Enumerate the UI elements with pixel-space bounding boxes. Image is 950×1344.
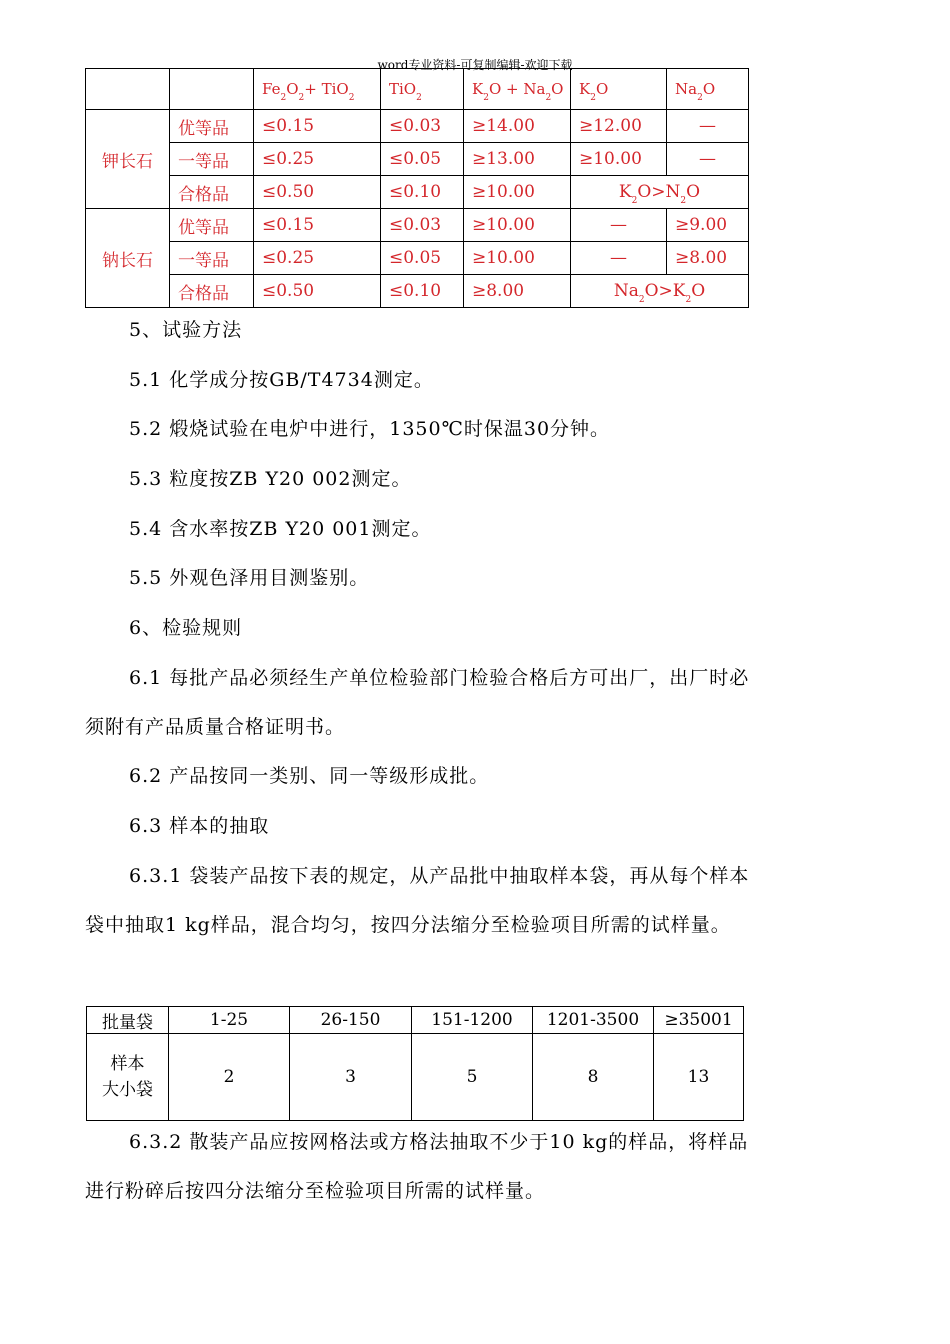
merged-cell: $Na_2O>K_2O$ (571, 275, 749, 308)
grade-cell: 优等品 (170, 110, 254, 143)
table-cell: — (571, 209, 667, 242)
row-label: 样本 大小袋 (87, 1034, 169, 1121)
table-row (86, 209, 749, 242)
paragraph: 5.2 煅烧试验在电炉中进行，1350℃时保温30分钟。 (129, 418, 611, 440)
table-cell: ≥35001 (654, 1007, 744, 1034)
table-row (86, 275, 749, 308)
table-cell: ≥10.00 (464, 209, 571, 242)
table-cell: ≤0.15 (254, 110, 381, 143)
table-cell: 2 (169, 1034, 290, 1121)
grade-cell: 一等品 (170, 143, 254, 176)
table-row (86, 110, 749, 143)
header-tio2: TiO$_2$ (381, 69, 464, 110)
paragraph: 6.1 每批产品必须经生产单位检验部门检验合格后方可出厂，出厂时必须附有产品质量合格证明书。 (85, 667, 750, 738)
table-cell: ≤0.05 (381, 242, 464, 275)
merged-cell: $K_2O>N_2O$ (571, 176, 749, 209)
grade-cell: 合格品 (170, 275, 254, 308)
composition-table (85, 68, 749, 308)
table-cell: — (667, 143, 749, 176)
grade-cell: 合格品 (170, 176, 254, 209)
table-row (86, 242, 749, 275)
paragraph: 6.3 样本的抽取 (129, 815, 270, 837)
sampling-table (86, 1006, 744, 1121)
table-cell: 8 (533, 1034, 654, 1121)
paragraph: 5.1 化学成分按GB/T4734测定。 (129, 369, 434, 391)
table-cell: ≥10.00 (464, 242, 571, 275)
row-label: 批量袋 (87, 1007, 169, 1034)
header-k2o-na2o: $K_2O + Na_2O$ (464, 69, 571, 110)
table-cell: ≥8.00 (464, 275, 571, 308)
table-cell: 3 (290, 1034, 412, 1121)
table-cell: 26-150 (290, 1007, 412, 1034)
table-cell: 151-1200 (412, 1007, 533, 1034)
paragraph: 5.5 外观色泽用目测鉴别。 (129, 567, 370, 589)
table-cell: ≤0.10 (381, 176, 464, 209)
table-cell: ≤0.15 (254, 209, 381, 242)
table-cell: ≤0.03 (381, 110, 464, 143)
table-row (86, 143, 749, 176)
table-header-row (86, 69, 749, 110)
page-header: word专业资料-可复制编辑-欢迎下载 (377, 58, 573, 72)
table-cell: 1-25 (169, 1007, 290, 1034)
section-heading: 5、试验方法 (129, 319, 243, 341)
table-cell: ≤0.05 (381, 143, 464, 176)
table-cell: 1201-3500 (533, 1007, 654, 1034)
header-na2o: $Na_2O$ (667, 69, 749, 110)
table-cell: ≥14.00 (464, 110, 571, 143)
table-cell: 5 (412, 1034, 533, 1121)
table-cell: ≥9.00 (667, 209, 749, 242)
table-cell: ≤0.50 (254, 176, 381, 209)
table-row (87, 1034, 744, 1121)
table-cell: ≥13.00 (464, 143, 571, 176)
paragraph: 6.3.2 散装产品应按网格法或方格法抽取不少于10 kg的样品，将样品进行粉碎后按四分法缩分至检验项目所需的试样量。 (85, 1131, 749, 1202)
grade-cell: 优等品 (170, 209, 254, 242)
table-cell: ≥12.00 (571, 110, 667, 143)
paragraph: 5.4 含水率按ZB Y20 001测定。 (129, 518, 432, 540)
table-cell (170, 69, 254, 110)
table-cell: — (667, 110, 749, 143)
header-k2o: $K_2O$ (571, 69, 667, 110)
section-heading: 6、检验规则 (129, 617, 243, 639)
paragraph: 6.3.1 袋装产品按下表的规定，从产品批中抽取样本袋，再从每个样本袋中抽取1 kg样品，混合均匀，按四分法缩分至检验项目所需的试样量。 (85, 865, 750, 936)
paragraph: 5.3 粒度按ZB Y20 002测定。 (129, 468, 412, 490)
table-cell: 13 (654, 1034, 744, 1121)
table-cell: ≤0.50 (254, 275, 381, 308)
table-row (87, 1007, 744, 1034)
category-cell: 钾长石 (86, 110, 170, 209)
category-cell: 钠长石 (86, 209, 170, 308)
table-cell: ≤0.10 (381, 275, 464, 308)
header-fe2o3-tio2: $Fe_2O_2+ TiO_2$ (254, 69, 381, 110)
table-cell (86, 69, 170, 110)
paragraph: 6.2 产品按同一类别、同一等级形成批。 (129, 765, 490, 787)
table-cell: ≤0.25 (254, 242, 381, 275)
table-cell: ≤0.03 (381, 209, 464, 242)
table-cell: ≥8.00 (667, 242, 749, 275)
table-cell: — (571, 242, 667, 275)
table-cell: ≥10.00 (464, 176, 571, 209)
table-row (86, 176, 749, 209)
grade-cell: 一等品 (170, 242, 254, 275)
table-cell: ≤0.25 (254, 143, 381, 176)
table-cell: ≥10.00 (571, 143, 667, 176)
